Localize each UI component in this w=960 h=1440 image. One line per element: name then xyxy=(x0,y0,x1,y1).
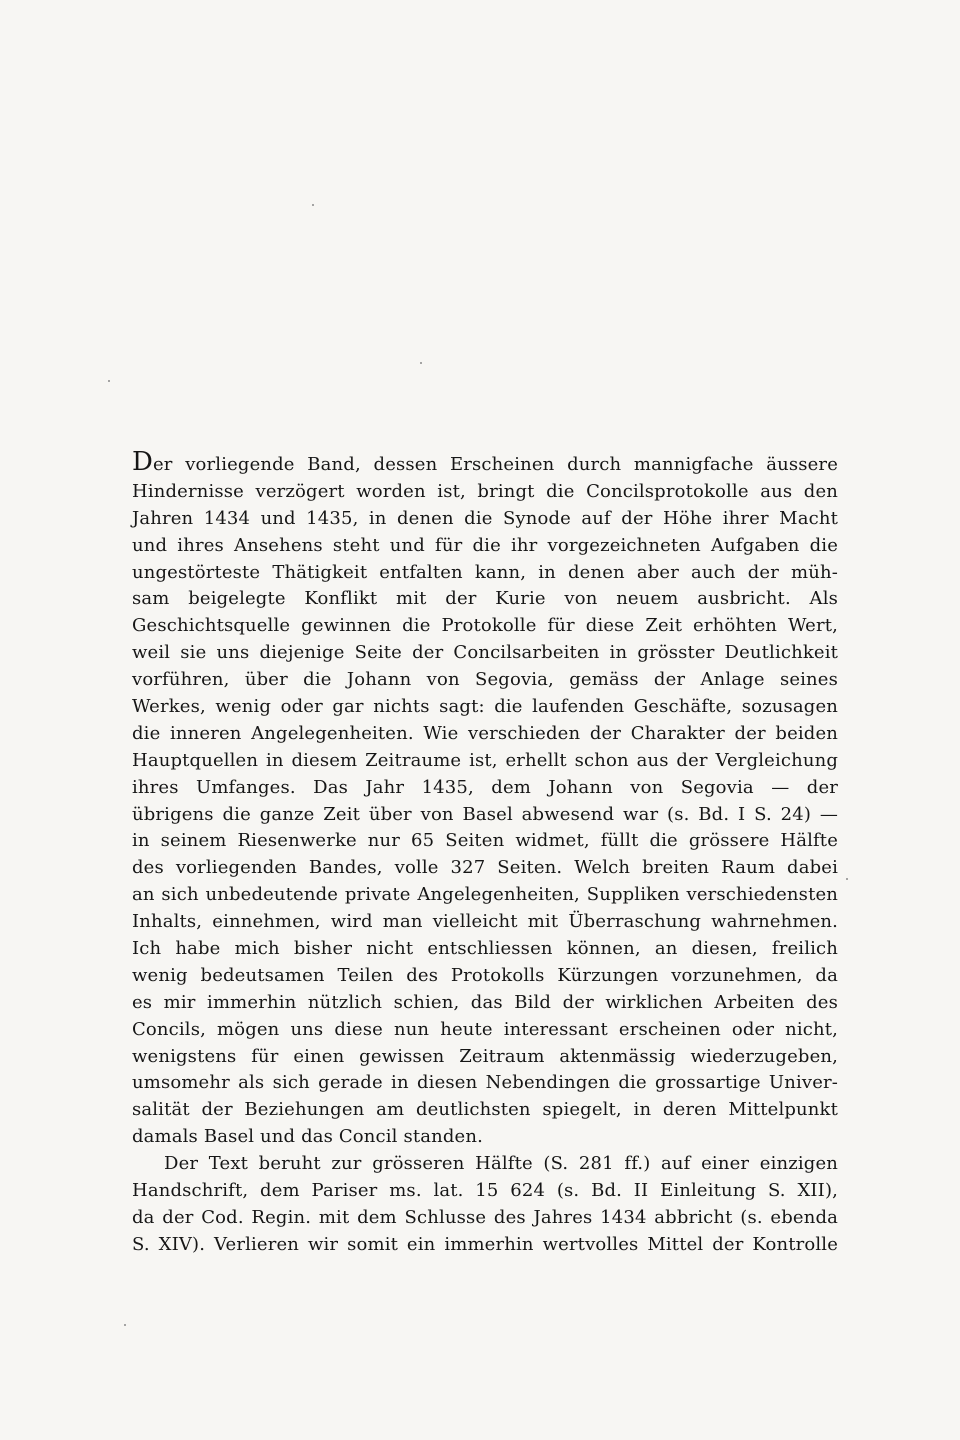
text-line: wenigstens für einen gewissen Zeitraum aktenmässig wiederzugeben, xyxy=(132,1045,838,1067)
paper-speck xyxy=(108,380,110,382)
paper-speck xyxy=(420,362,422,364)
text-line: Werkes, wenig oder gar nichts sagt: die laufenden Geschäfte, sozusagen xyxy=(132,696,838,718)
text-line: damals Basel und das Concil standen. xyxy=(132,1126,483,1148)
text-line: Jahren 1434 und 1435, in denen die Synode auf der Höhe ihrer Macht xyxy=(132,507,838,529)
text-line: Hauptquellen in diesem Zeitraume ist, erhellt schon aus der Vergleichung xyxy=(132,749,838,771)
text-line: Der vorliegende Band, dessen Erscheinen durch mannigfache äussere xyxy=(132,447,838,477)
text-line: und ihres Ansehens steht und für die ihr vorgezeichneten Aufgaben die xyxy=(132,534,838,556)
text-line: Geschichtsquelle gewinnen die Protokolle für diese Zeit erhöhten Wert, xyxy=(132,615,838,637)
text-line: Concils, mögen uns diese nun heute interessant erscheinen oder nicht, xyxy=(132,1018,838,1040)
text-line: vorführen, über die Johann von Segovia, gemäss der Anlage seines xyxy=(132,669,838,691)
text-line: Der Text beruht zur grösseren Hälfte (S. 281 ff.) auf einer einzigen xyxy=(164,1153,838,1175)
text-line: Ich habe mich bisher nicht entschliessen können, an diesen, freilich xyxy=(132,938,838,960)
text-line: weil sie uns diejenige Seite der Concilsarbeiten in grösster Deutlichkeit xyxy=(132,642,838,664)
text-line: salität der Beziehungen am deutlichsten spiegelt, in deren Mittelpunkt xyxy=(132,1099,838,1121)
dropcap-letter: D xyxy=(132,447,153,477)
body-text xyxy=(132,447,838,1259)
text-line: übrigens die ganze Zeit über von Basel abwesend war (s. Bd. I S. 24) — xyxy=(132,803,838,825)
paper-speck xyxy=(846,878,848,880)
text-line: des vorliegenden Bandes, volle 327 Seiten. Welch breiten Raum dabei xyxy=(132,857,838,879)
text-line: in seinem Riesenwerke nur 65 Seiten widmet, füllt die grössere Hälfte xyxy=(132,830,838,852)
paragraph-1 xyxy=(132,447,838,1151)
paper-speck xyxy=(312,204,314,206)
text-line: Handschrift, dem Pariser ms. lat. 15 624 (s. Bd. II Einleitung S. XII), xyxy=(132,1180,838,1202)
paper-speck xyxy=(124,1324,126,1326)
text-line: wenig bedeutsamen Teilen des Protokolls Kürzungen vorzunehmen, da xyxy=(132,964,838,986)
text-line: sam beigelegte Konflikt mit der Kurie von neuem ausbricht. Als xyxy=(132,588,838,610)
text-line: S. XIV). Verlieren wir somit ein immerhin wertvolles Mittel der Kontrolle xyxy=(132,1233,838,1255)
text-line: Hindernisse verzögert worden ist, bringt die Concilsprotokolle aus den xyxy=(132,480,838,502)
text-line: es mir immerhin nützlich schien, das Bild der wirklichen Arbeiten des xyxy=(132,991,838,1013)
paragraph-2 xyxy=(132,1151,838,1259)
text-line: Inhalts, einnehmen, wird man vielleicht mit Überraschung wahrnehmen. xyxy=(132,911,838,933)
text-line: ungestörteste Thätigkeit entfalten kann, in denen aber auch der müh- xyxy=(132,561,838,583)
text-line: an sich unbedeutende private Angelegenheiten, Suppliken verschiedensten xyxy=(132,884,838,906)
text-line: umsomehr als sich gerade in diesen Nebendingen die grossartige Univer- xyxy=(132,1072,838,1094)
text-line: da der Cod. Regin. mit dem Schlusse des Jahres 1434 abbricht (s. ebenda xyxy=(132,1206,838,1228)
text-line: ihres Umfanges. Das Jahr 1435, dem Johann von Segovia — der xyxy=(132,776,838,798)
text-line: die inneren Angelegenheiten. Wie verschieden der Charakter der beiden xyxy=(132,722,838,744)
